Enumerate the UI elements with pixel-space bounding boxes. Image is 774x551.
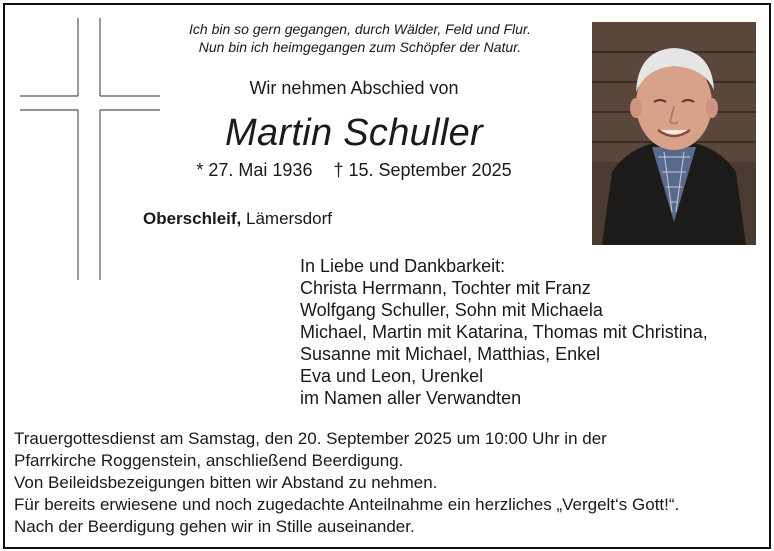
- family-list: [300, 255, 708, 409]
- notice-line: Für bereits erwiesene und noch zugedachte Anteilnahme ein herzliches „Vergelt‘s Gott!“.: [14, 495, 680, 514]
- family-line: In Liebe und Dankbarkeit:: [300, 256, 506, 276]
- intro-text: Wir nehmen Abschied von: [249, 78, 459, 98]
- poem-line: Nun bin ich heimgegangen zum Schöpfer der Natur.: [198, 39, 522, 55]
- notice-line: Trauergottesdienst am Samstag, den 20. September 2025 um 10:00 Uhr in der: [14, 429, 607, 448]
- cross-icon: [20, 18, 160, 280]
- portrait-photo: [592, 22, 756, 245]
- family-line: Michael, Martin mit Katarina, Thomas mit Christina,: [300, 322, 708, 342]
- residence-town: Oberschleif,: [143, 209, 242, 228]
- funeral-notice: [14, 428, 679, 538]
- family-line: Eva und Leon, Urenkel: [300, 366, 484, 386]
- birth-date: * 27. Mai 1936: [196, 160, 313, 180]
- portrait-illustration: [592, 22, 756, 245]
- residence-area: Lämersdorf: [246, 209, 332, 228]
- poem: [160, 20, 560, 56]
- notice-line: Nach der Beerdigung gehen wir in Stille auseinander.: [14, 517, 415, 536]
- death-date: † 15. September 2025: [333, 160, 512, 180]
- life-dates: [160, 160, 548, 181]
- poem-line: Ich bin so gern gegangen, durch Wälder, Feld und Flur.: [189, 21, 531, 37]
- family-line: im Namen aller Verwandten: [300, 388, 522, 408]
- family-line: Susanne mit Michael, Matthias, Enkel: [300, 344, 601, 364]
- notice-line: Von Beileidsbezeigungen bitten wir Abstand zu nehmen.: [14, 473, 438, 492]
- deceased-name: Martin Schuller: [225, 112, 483, 154]
- notice-line: Pfarrkirche Roggenstein, anschließend Beerdigung.: [14, 451, 404, 470]
- family-line: Wolfgang Schuller, Sohn mit Michaela: [300, 300, 603, 320]
- family-line: Christa Herrmann, Tochter mit Franz: [300, 278, 591, 298]
- residence: [143, 209, 332, 229]
